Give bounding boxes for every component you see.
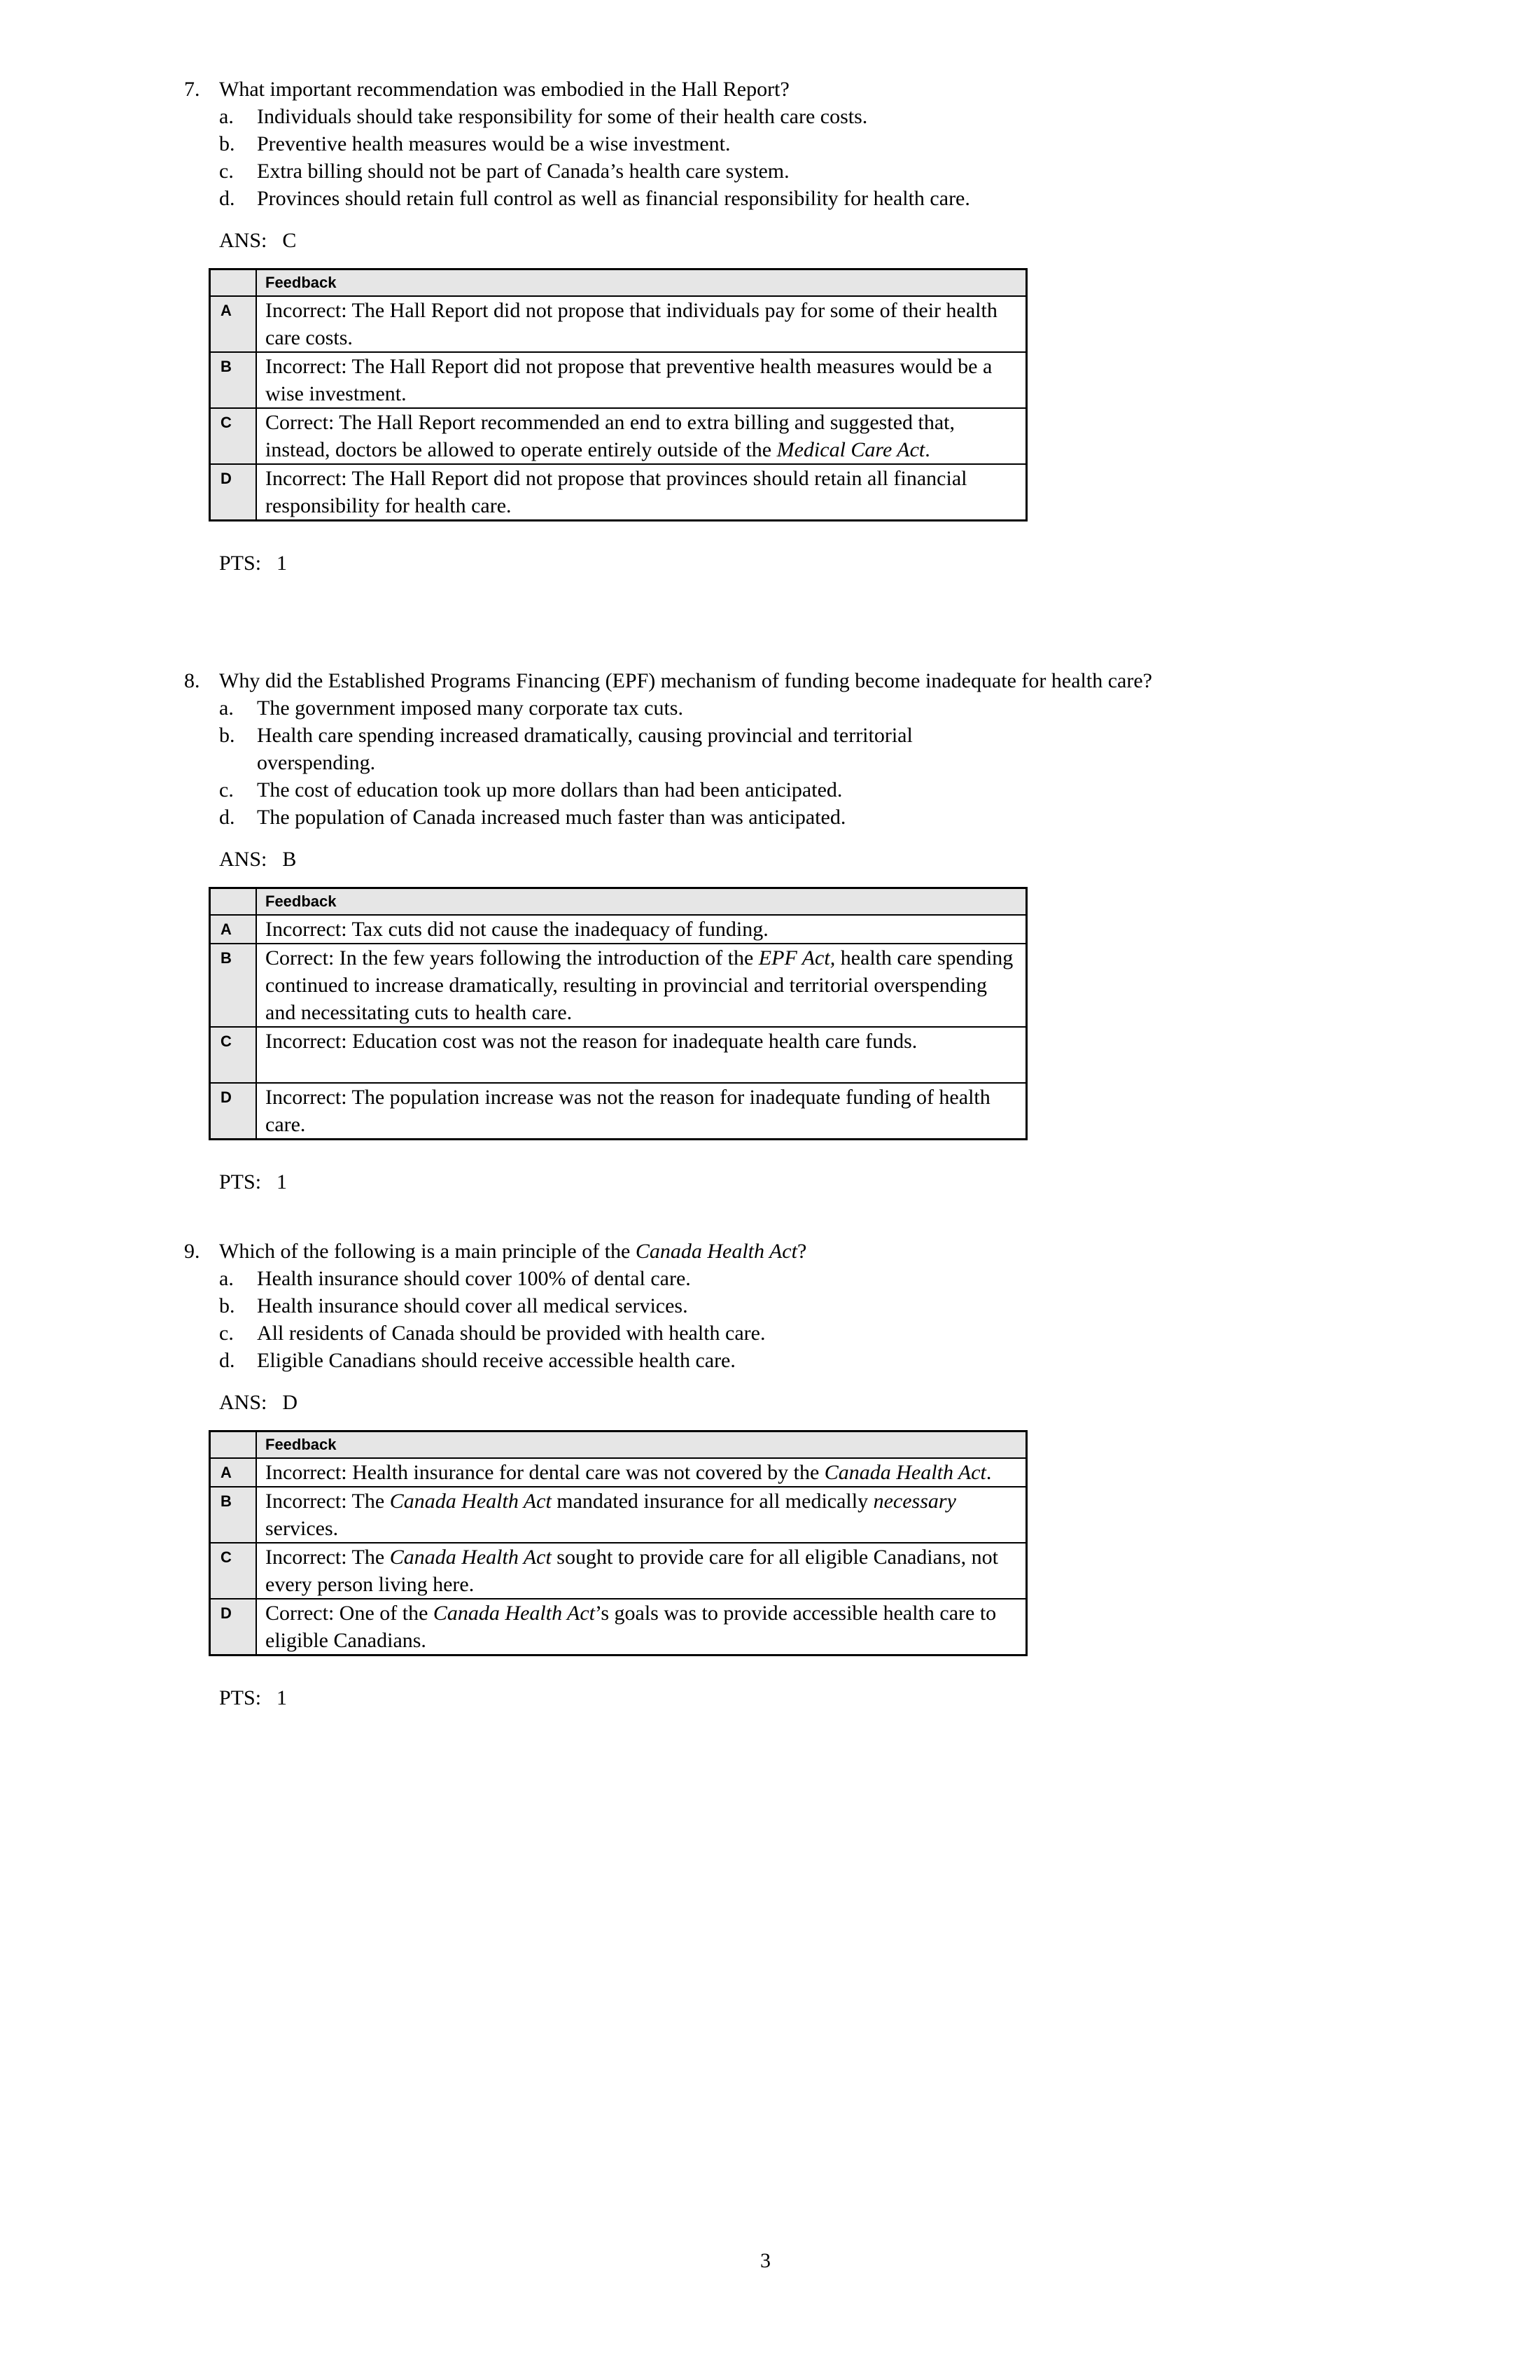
feedback-text bbox=[256, 1543, 1027, 1599]
answer-label: ANS: bbox=[219, 848, 267, 871]
question-text bbox=[219, 1240, 806, 1263]
text-segment: Incorrect: The bbox=[265, 1490, 390, 1513]
question-stem bbox=[184, 76, 1514, 103]
answer-key bbox=[219, 1389, 1514, 1416]
question-text bbox=[219, 78, 790, 101]
answer-option bbox=[219, 185, 1003, 212]
answer-label: ANS: bbox=[219, 1391, 267, 1414]
text-segment: health care spending continued to increase dramatically, resulting in provincial and territorial overspending and necessitating cuts to health care. bbox=[265, 946, 1014, 1024]
feedback-row bbox=[210, 1487, 1027, 1543]
feedback-letter: A bbox=[210, 915, 257, 944]
feedback-text bbox=[256, 408, 1027, 464]
feedback-letter: A bbox=[210, 1458, 257, 1487]
feedback-letter: B bbox=[210, 352, 257, 408]
feedback-letter: B bbox=[210, 1487, 257, 1543]
answer-option bbox=[219, 103, 1003, 130]
question-block bbox=[184, 76, 1514, 577]
feedback-header: Feedback bbox=[256, 888, 1027, 916]
feedback-letter: B bbox=[210, 944, 257, 1027]
question-block bbox=[184, 1238, 1514, 1712]
feedback-row bbox=[210, 352, 1027, 408]
feedback-row bbox=[210, 944, 1027, 1027]
option-letter: b. bbox=[219, 132, 235, 155]
text-segment: Correct: The Hall Report recommended an end to extra billing and suggested that, instead, doctors be allowed to operate entirely outside of the bbox=[265, 411, 955, 461]
answer-option bbox=[219, 694, 1003, 722]
option-letter: a. bbox=[219, 696, 234, 720]
option-letter: c. bbox=[219, 778, 234, 802]
answer-key bbox=[219, 846, 1514, 873]
feedback-row bbox=[210, 1543, 1027, 1599]
answer-value: C bbox=[282, 229, 297, 252]
option-letter: c. bbox=[219, 1322, 234, 1345]
feedback-text bbox=[256, 915, 1027, 944]
question-text bbox=[219, 669, 1152, 692]
header-blank-cell bbox=[210, 1432, 257, 1459]
text-segment: mandated insurance for all medically bbox=[551, 1490, 874, 1513]
option-text: Eligible Canadians should receive accessible health care. bbox=[257, 1349, 736, 1372]
feedback-letter: D bbox=[210, 464, 257, 521]
italic-title: Canada Health Act bbox=[389, 1490, 552, 1513]
option-letter: d. bbox=[219, 806, 235, 829]
points bbox=[219, 550, 1514, 577]
feedback-letter: C bbox=[210, 408, 257, 464]
feedback-table bbox=[209, 1430, 1028, 1656]
answer-option bbox=[219, 1320, 1003, 1347]
option-text: The government imposed many corporate tax cuts. bbox=[257, 696, 683, 720]
text-segment: ? bbox=[797, 1240, 807, 1263]
answer-key bbox=[219, 227, 1514, 254]
text-segment: Correct: In the few years following the introduction of the bbox=[265, 946, 759, 969]
option-letter: c. bbox=[219, 160, 234, 183]
feedback-header-row bbox=[210, 270, 1027, 297]
points-value: 1 bbox=[276, 552, 288, 575]
feedback-row bbox=[210, 1458, 1027, 1487]
answer-option bbox=[219, 130, 1003, 158]
text-segment: Which of the following is a main principle of the bbox=[219, 1240, 636, 1263]
italic-title: necessary bbox=[873, 1490, 956, 1513]
text-segment: Incorrect: The Hall Report did not propose that individuals pay for some of their health care costs. bbox=[265, 299, 997, 349]
option-letter: d. bbox=[219, 1349, 235, 1372]
italic-title: Canada Health Act bbox=[389, 1546, 552, 1569]
points-label: PTS: bbox=[219, 1686, 262, 1709]
answer-option bbox=[219, 1292, 1003, 1320]
text-segment: Why did the Established Programs Financing (EPF) mechanism of funding become inadequate for health care? bbox=[219, 669, 1152, 692]
feedback-text bbox=[256, 296, 1027, 352]
header-blank-cell bbox=[210, 270, 257, 297]
feedback-letter: C bbox=[210, 1027, 257, 1083]
answer-value: B bbox=[282, 848, 297, 871]
option-text: All residents of Canada should be provided with health care. bbox=[257, 1322, 766, 1345]
feedback-text bbox=[256, 1487, 1027, 1543]
text-segment: What important recommendation was embodied in the Hall Report? bbox=[219, 78, 790, 101]
points-label: PTS: bbox=[219, 552, 262, 575]
text-segment: Incorrect: The Hall Report did not propose that preventive health measures would be a wise investment. bbox=[265, 355, 993, 405]
option-text: Health care spending increased dramatically, causing provincial and territorial overspending. bbox=[257, 724, 913, 774]
option-letter: a. bbox=[219, 105, 234, 128]
feedback-text bbox=[256, 1599, 1027, 1656]
feedback-header: Feedback bbox=[256, 270, 1027, 297]
answer-value: D bbox=[282, 1391, 298, 1414]
feedback-row bbox=[210, 1599, 1027, 1656]
option-letter: b. bbox=[219, 1294, 235, 1317]
feedback-table bbox=[209, 268, 1028, 522]
question-number: 7. bbox=[184, 78, 200, 101]
option-text: Preventive health measures would be a wise investment. bbox=[257, 132, 731, 155]
option-text: Health insurance should cover 100% of dental care. bbox=[257, 1267, 691, 1290]
points bbox=[219, 1684, 1514, 1712]
feedback-text bbox=[256, 352, 1027, 408]
feedback-row bbox=[210, 464, 1027, 521]
option-text: The population of Canada increased much faster than was anticipated. bbox=[257, 806, 846, 829]
text-segment: Correct: One of the bbox=[265, 1602, 433, 1625]
italic-title: Canada Health Act bbox=[635, 1240, 797, 1263]
feedback-row bbox=[210, 915, 1027, 944]
text-segment: sought to provide care for all eligible Canadians, not every person living here. bbox=[265, 1546, 998, 1596]
feedback-header: Feedback bbox=[256, 1432, 1027, 1459]
feedback-letter: D bbox=[210, 1083, 257, 1140]
feedback-row bbox=[210, 1027, 1027, 1083]
points-label: PTS: bbox=[219, 1170, 262, 1194]
question-stem bbox=[184, 1238, 1514, 1265]
option-letter: a. bbox=[219, 1267, 234, 1290]
question-stem bbox=[184, 667, 1514, 694]
feedback-letter: A bbox=[210, 296, 257, 352]
option-text: The cost of education took up more dollars than had been anticipated. bbox=[257, 778, 843, 802]
feedback-row bbox=[210, 408, 1027, 464]
option-text: Health insurance should cover all medical services. bbox=[257, 1294, 688, 1317]
feedback-row bbox=[210, 1083, 1027, 1140]
text-segment: Incorrect: The bbox=[265, 1546, 390, 1569]
feedback-text bbox=[256, 1027, 1027, 1083]
feedback-table bbox=[209, 887, 1028, 1140]
text-segment: Incorrect: Tax cuts did not cause the inadequacy of funding. bbox=[265, 918, 769, 941]
feedback-text bbox=[256, 944, 1027, 1027]
text-segment: Incorrect: The population increase was not the reason for inadequate funding of health care. bbox=[265, 1086, 990, 1136]
option-text: Provinces should retain full control as well as financial responsibility for health care. bbox=[257, 187, 970, 210]
answer-option bbox=[219, 158, 1003, 185]
question-number: 8. bbox=[184, 669, 200, 692]
answer-option bbox=[219, 1347, 1003, 1374]
points-value: 1 bbox=[276, 1686, 288, 1709]
text-segment: Incorrect: The Hall Report did not propose that provinces should retain all financial responsibility for health care. bbox=[265, 467, 967, 517]
option-letter: b. bbox=[219, 724, 235, 747]
feedback-row bbox=[210, 296, 1027, 352]
answer-label: ANS: bbox=[219, 229, 267, 252]
text-segment: Incorrect: Health insurance for dental care was not covered by the bbox=[265, 1461, 825, 1484]
italic-title: Canada Health Act bbox=[433, 1602, 596, 1625]
feedback-letter: D bbox=[210, 1599, 257, 1656]
feedback-text bbox=[256, 1458, 1027, 1487]
text-segment: . bbox=[925, 438, 930, 461]
text-segment: Incorrect: Education cost was not the reason for inadequate health care funds. bbox=[265, 1030, 918, 1053]
answer-option bbox=[219, 804, 1003, 831]
question-number: 9. bbox=[184, 1240, 200, 1263]
header-blank-cell bbox=[210, 888, 257, 916]
option-letter: d. bbox=[219, 187, 235, 210]
question-block bbox=[184, 667, 1514, 1196]
feedback-header-row bbox=[210, 888, 1027, 916]
option-text: Individuals should take responsibility for some of their health care costs. bbox=[257, 105, 868, 128]
answer-option bbox=[219, 722, 1003, 776]
feedback-text bbox=[256, 1083, 1027, 1140]
points bbox=[219, 1168, 1514, 1196]
feedback-letter: C bbox=[210, 1543, 257, 1599]
feedback-header-row bbox=[210, 1432, 1027, 1459]
italic-title: Medical Care Act bbox=[776, 438, 925, 461]
text-segment: . bbox=[986, 1461, 992, 1484]
page-number: 3 bbox=[760, 2249, 771, 2272]
option-text: Extra billing should not be part of Canada’s health care system. bbox=[257, 160, 790, 183]
points-value: 1 bbox=[276, 1170, 288, 1194]
answer-option bbox=[219, 776, 1003, 804]
italic-title: EPF Act, bbox=[758, 946, 836, 969]
text-segment: services. bbox=[265, 1517, 339, 1540]
italic-title: Canada Health Act bbox=[824, 1461, 986, 1484]
text-segment: ’s goals was to provide accessible health care to eligible Canadians. bbox=[265, 1602, 997, 1652]
feedback-text bbox=[256, 464, 1027, 521]
answer-option bbox=[219, 1265, 1003, 1292]
